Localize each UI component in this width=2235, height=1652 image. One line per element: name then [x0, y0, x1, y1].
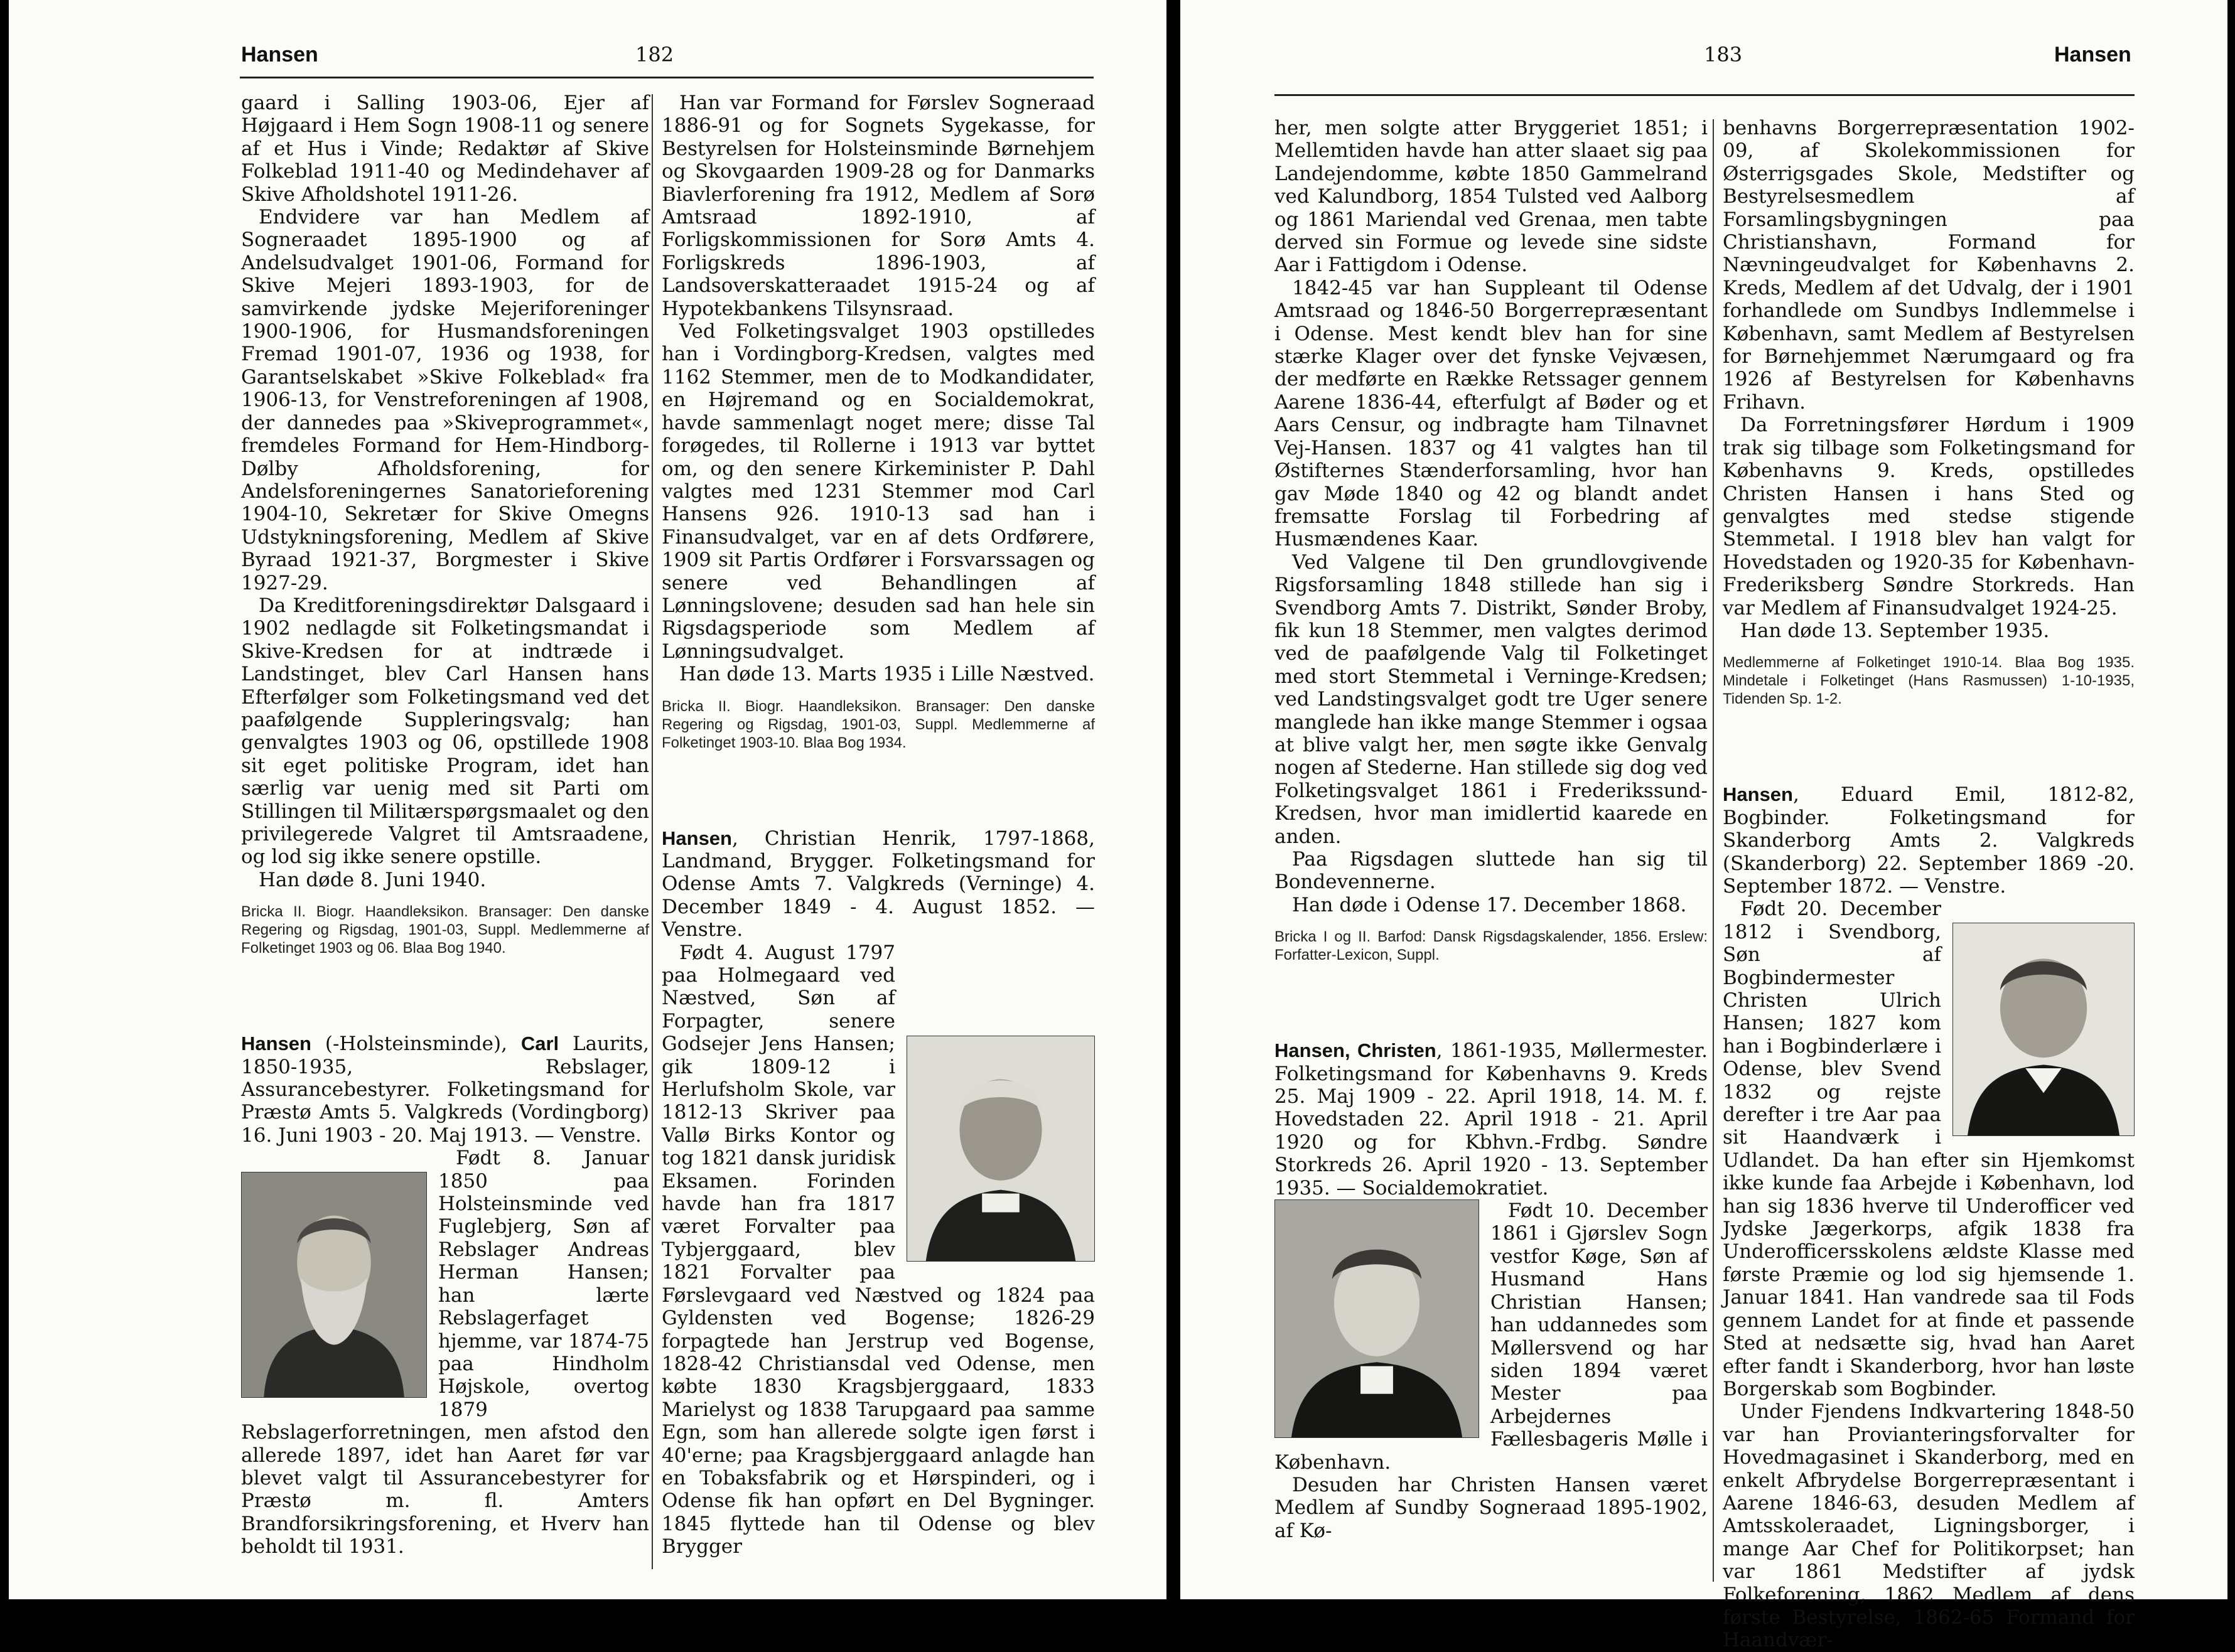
- entry-body: Født 10. December 1861 i Gjørslev Sogn vestfor Køge, Søn af Husmand Hans Christian Hansen; han uddannedes som Møllersvend og har siden 1894 været Mester paa Arbejdernes Fællesbageris Mølle i København.: [1274, 1199, 1708, 1474]
- portrait-christian-henrik-hansen: [907, 1036, 1095, 1262]
- running-head-name: Hansen: [2054, 43, 2131, 67]
- page-number: 182: [635, 43, 674, 67]
- paragraph: Han døde 8. Juni 1940.: [259, 868, 487, 891]
- paragraph: Ved Folketingsvalget 1903 opstilledes han i Vordingborg-Kredsen, valgtes med 1162 Stemmer, men de to Modkandidater, en Højremand og en Socialdemokrat, havde sammenlagt noget mere; disse Tal forøgedes, til Rollerne i 1913 var byttet om, og den senere Kirkeminister P. Dahl valgtes med 1231 Stemmer mod Carl Hansens 926. 1910-13 sad han i Finansudvalget, var en af dets Ordførere, 1909 sit Partis Ordfører i Forsvarssagen og senere ved Behandlingen af Lønningslovene; desuden sad han hele sin Rigsdagsperiode som Medlem af Lønningsudvalget.: [662, 320, 1095, 663]
- portrait-christen-hansen: [1274, 1199, 1479, 1438]
- header-rule: [1274, 94, 2135, 96]
- paragraph: benhavns Borgerrepræsentation 1902-09, af Skolekommissionen for Østerrigsgades Skole, Medstifter og Bestyrelsesmedlem af Forsamlingsbygningen paa Christianshavn, Formand for Nævningeudvalget for Københavns 2. Kreds, Medlem af det Udvalg, der i 1901 forhandlede om Sundbys Indlemmelse i København, samt Medlem af Bestyrelsen for Børnehjemmet Nærumgaard og fra 1926 af Bestyrelsen for Københavns Frihavn.: [1723, 117, 2135, 414]
- entry-heading: [241, 1032, 649, 1147]
- paragraph: Da Forretningsfører Hørdum i 1909 trak sig tilbage som Folketingsmand for Københavns 9. Kreds, opstilledes Christen Hansen i hans Sted og genvalgtes med stedse stigende Stemmetal. I 1918 blev han valgt for Hovedstaden og 1920-35 for København-Frederiksberg Søndre Storkreds. Han var Medlem af Finansudvalget 1924-25.: [1723, 414, 2135, 620]
- paragraph: her, men solgte atter Bryggeriet 1851; i Mellemtiden havde han atter slaaet sig paa Landejendomme, købte 1850 Gammelrand ved Kalundborg, 1854 Tulsted ved Aalborg og 1861 Mariendal ved Grenaa, men tabte derved sin Formue og levede sine sidste Aar i Fattigdom i Odense.: [1274, 117, 1708, 277]
- paragraph: gaard i Salling 1903-06, Ejer af Højgaard i Hem Sogn 1908-11 og senere af et Hus i Vinde; Redaktør af Skive Folkeblad 1911-40 og Medindehaver af Skive Afholdshotel 1911-26.: [241, 92, 649, 206]
- left-page: [9, 0, 1166, 1599]
- entry-heading: Hansen, Christian Henrik, 1797-1868, Landmand, Brygger. Folketingsmand for Odense Amts 7. Valgkreds (Verninge) 4. December 1849 - 4. August 1852. — Venstre.: [662, 827, 1095, 941]
- paragraph: 1842-45 var han Suppleant til Odense Amtsraad og 1846-50 Borgerrepræsentant i Odense. Mest kendt blev han for sine stærke Klager over det fynske Vejvæsen, der medførte en Række Retssager gennem Aarene 1836-44, efterfulgt af Bøder og et Aars Censur, og indbragte ham Tilnavnet Vej-Hansen. 1837 og 41 valgtes han til Østifternes Stænderforsamling, hvor han gav Møde 1840 og 42 og blandt andet fremsatte Forslag til Forbedring af Husmændenes Kaar.: [1274, 276, 1708, 551]
- entry-summary: Laurits, 1850-1935, Rebslager, Assurancebestyrer. Folketingsmand for Præstø Amts 5. Valgkreds (Vordingborg) 16. Juni 1903 - 20. Maj 1913. — Venstre.: [241, 1032, 649, 1147]
- entry-surname: Hansen: [1723, 783, 1793, 806]
- entry-qualifier: (-Holsteinsminde),: [311, 1032, 521, 1056]
- source-note: Medlemmerne af Folketinget 1910-14. Blaa Bog 1935. Mindetale i Folketinget (Hans Rasmussen) 1-10-1935, Tidenden Sp. 1-2.: [1723, 654, 2135, 708]
- entry-body: Født 4. August 1797 paa Holmegaard ved Næstved, Søn af Forpagter, senere Godsejer Jens Hansen; gik 1809-12 i Herlufsholm Skole, var 1812-13 Skriver paa Vallø Birks Kontor og tog 1821 dansk juridisk Eksamen. Forinden havde han fra 1817 været Forvalter paa Tybjerggaard, blev 1821 Forvalter paa Førslevgaard ved Næstved og 1824 paa Gyldensten ved Bogense; 1826-29 forpagtede han Jerstrup ved Bogense, 1828-42 Christiansdal ved Odense, men købte 1830 Kragsbjerggaard, 1833 Marielyst og 1838 Tarupgaard paa samme Egn, som han allerede solgte igen først i 40'erne; paa Kragsbjerggaard anlagde han en Tobaksfabrik og et Hørspinderi, og i Odense fik han opført en Del Bygninger. 1845 flyttede han til Odense og blev Brygger: [662, 941, 1095, 1558]
- entry-summary: , 1861-1935, Møllermester. Folketingsmand for Københavns 9. Kreds 25. Maj 1909 - 22. April 1918, 14. M. f. Hovedstaden 22. April 1918 - 21. April 1920 og for Kbhvn.-Frdbg. Søndre Storkreds 26. April 1920 - 13. September 1935. — Socialdemokratiet.: [1274, 1039, 1708, 1199]
- text-column-2: [662, 92, 1095, 1573]
- entry-body-continued: Under Fjendens Indkvartering 1848-50 var han Provianteringsforvalter for Hovedmagasinet i Skanderborg, med en enkelt Afbrydelse Borgerrepræsentant i Aarene 1846-63, desuden Medlem af Amtsskoleraadet, Ligningsborger, i mange Aar Chef for Politikorpset; han var 1861 Medstifter af jydsk Folkeforening, 1862 Medlem af dens første Bestyrelse, 1862-65 Formand for Haandvær-: [1723, 1400, 2135, 1652]
- paragraph: Endvidere var han Medlem af Sogneraadet 1895-1900 og af Andelsudvalget 1901-06, Formand for Skive Mejeri 1893-1903, for de samvirkende jydske Mejeriforeninger 1900-1906, for Husmandsforeningen Fremad 1901-07, 1936 og 1938, for Garantselskabet »Skive Folkeblad« fra 1906-13, for Venstreforeningen af 1908, der dannedes paa »Skiveprogrammet«, fremdeles Formand for Hem-Hindborg-Dølby Afholdsforening, for Andelsforeningernes Sanatorieforening 1904-10, Sekretær for Skive Omegns Udstykningsforening, Medlem af Skive Byraad 1921-37, Borgmester i Skive 1927-29.: [241, 206, 649, 594]
- text-column-1: [241, 92, 649, 1573]
- text-column-2: [1723, 117, 2135, 1652]
- entry-surname: Hansen, Christen: [1274, 1039, 1436, 1062]
- paragraph: Han døde 13. Marts 1935 i Lille Næstved.: [679, 663, 1095, 686]
- entry-given-name: Eduard Emil: [1840, 783, 2000, 807]
- source-note: Bricka II. Biogr. Haandleksikon. Bransager: Den danske Regering og Rigsdag, 1901-03, Suppl. Medlemmerne af Folketinget 1903 og 06. Blaa Bog 1940.: [241, 903, 649, 957]
- entry-body-continued: Desuden har Christen Hansen været Medlem af Sundby Sogneraad 1895-1902, af Kø-: [1274, 1473, 1708, 1542]
- paragraph: Han var Formand for Førslev Sogneraad 1886-91 og for Sognets Sygekasse, for Bestyrelsen for Holsteinsminde Børnehjem og Skovgaarden 1909-28 og for Danmarks Biavlerforening fra 1912, Medlem af Sorø Amtsraad 1892-1910, af Forligskommissionen for Sorø Amts 4. Forligskreds 1896-1903, af Landsoverskatteraadet 1915-24 og af Hypotekbankens Tilsynsraad.: [662, 92, 1095, 320]
- paragraph: Paa Rigsdagen sluttede han sig til Bondevennerne.: [1274, 848, 1708, 894]
- entry-given-name: Christian Henrik: [764, 827, 951, 850]
- source-note: Bricka I og II. Barfod: Dansk Rigsdagskalender, 1856. Erslew: Forfatter-Lexicon, Suppl.: [1274, 928, 1708, 964]
- entry-given-name: Carl: [520, 1032, 559, 1055]
- entry-summary: , 1797-1868, Landmand, Brygger. Folketingsmand for Odense Amts 7. Valgkreds (Verninge) 4. December 1849 - 4. August 1852. — Venstre.: [662, 827, 1095, 941]
- running-head-name: Hansen: [241, 43, 318, 67]
- source-note: Bricka II. Biogr. Haandleksikon. Bransager: Den danske Regering og Rigsdag, 1901-03, Suppl. Medlemmerne af Folketinget 1903-10. Blaa Bog 1934.: [662, 697, 1095, 751]
- entry-body: Født 8. Januar 1850 paa Holsteinsminde ved Fuglebjerg, Søn af Rebslager Andreas Herman Hansen; han lærte Rebslagerfaget hjemme, var 1874-75 paa Hindholm Højskole, overtog 1879 Rebslagerforretningen, men afstod den allerede 1897, idet han Aaret før var blevet valgt til Assurancebestyrer for Præstø m. fl. Amters Brandforsikringsforening, et Hverv han beholdt til 1931.: [241, 1147, 649, 1558]
- paragraph: Han døde i Odense 17. December 1868.: [1292, 893, 1687, 916]
- entry-heading: Hansen, Eduard Emil, 1812-82, Bogbinder. Folketingsmand for Skanderborg Amts 2. Valgkreds (Skanderborg) 22. September 1869 -20. September 1872. — Venstre.: [1723, 783, 2135, 898]
- entry-summary: , 1812-82, Bogbinder. Folketingsmand for Skanderborg Amts 2. Valgkreds (Skanderborg) 22. September 1869 -20. September 1872. — Venstre.: [1723, 783, 2135, 898]
- paragraph: Da Kreditforeningsdirektør Dalsgaard i 1902 nedlagde sit Folketingsmandat i Skive-Kredsen for at indtræde i Landstinget, blev Carl Hansen hans Efterfølger som Folketingsmand ved det paafølgende Suppleringsvalg; han genvalgtes 1903 og 06, opstillede 1908 sit eget politiske Program, idet han særlig var uenig med sit Parti om Stillingen til Militærspørgsmaalet og den privilegerede Valgret til Amtsraadene, og lod sig ikke senere opstille.: [241, 594, 649, 869]
- entry-body: Født 20. December 1812 i Svendborg, Søn af Bogbindermester Christen Ulrich Hansen; 1827 kom han i Bogbinderlære i Odense, blev Svend 1832 og rejste derefter i tre Aar paa sit Haandværk i Udlandet. Da han efter sin Hjemkomst ikke kunde faa Arbejde i København, lod han sig 1836 hverve til Underofficer ved Jydske Jægerkorps, afgik 1838 fra Underofficersskolens ældste Klasse med første Præmie og lod sig hjemsende 1. Januar 1841. Han vandrede saa til Fods gennem Landet for at finde et passende Sted at nedsætte sig, hvad han Aaret efter fandt i Skanderborg, hvor han løste Borgerskab som Bogbinder.: [1723, 898, 2135, 1400]
- header-rule: [240, 77, 1094, 78]
- page-number: 183: [1704, 43, 1743, 67]
- paragraph: Ved Valgene til Den grundlovgivende Rigsforsamling 1848 stillede han sig i Svendborg Amts 7. Distrikt, Sønder Broby, fik kun 18 Stemmer, men valgtes derimod ved de paafølgende Valg til Folketinget med stort Stemmetal i Verninge-Kredsen; ved Landstingsvalget godt tre Uger senere manglede han ikke mange Stemmer i ogsaa at blive valgt her, men søgte ikke Genvalg nogen af Stederne. Han stillede sig dog ved Folketingsvalget 1861 i Frederikssund-Kredsen, hvor man imidlertid kaarede en anden.: [1274, 550, 1708, 848]
- text-column-1: [1274, 117, 1708, 1579]
- column-divider: [1713, 119, 1714, 1582]
- portrait-eduard-emil-hansen: [1952, 923, 2135, 1136]
- entry-surname: Hansen: [662, 827, 732, 849]
- right-page: [1180, 0, 2227, 1652]
- column-divider: [652, 94, 653, 1569]
- paragraph: Han døde 13. September 1935.: [1740, 619, 2050, 642]
- entry-surname: Hansen: [241, 1032, 311, 1055]
- entry-heading: [1274, 1039, 1708, 1199]
- portrait-carl-hansen: [241, 1172, 427, 1398]
